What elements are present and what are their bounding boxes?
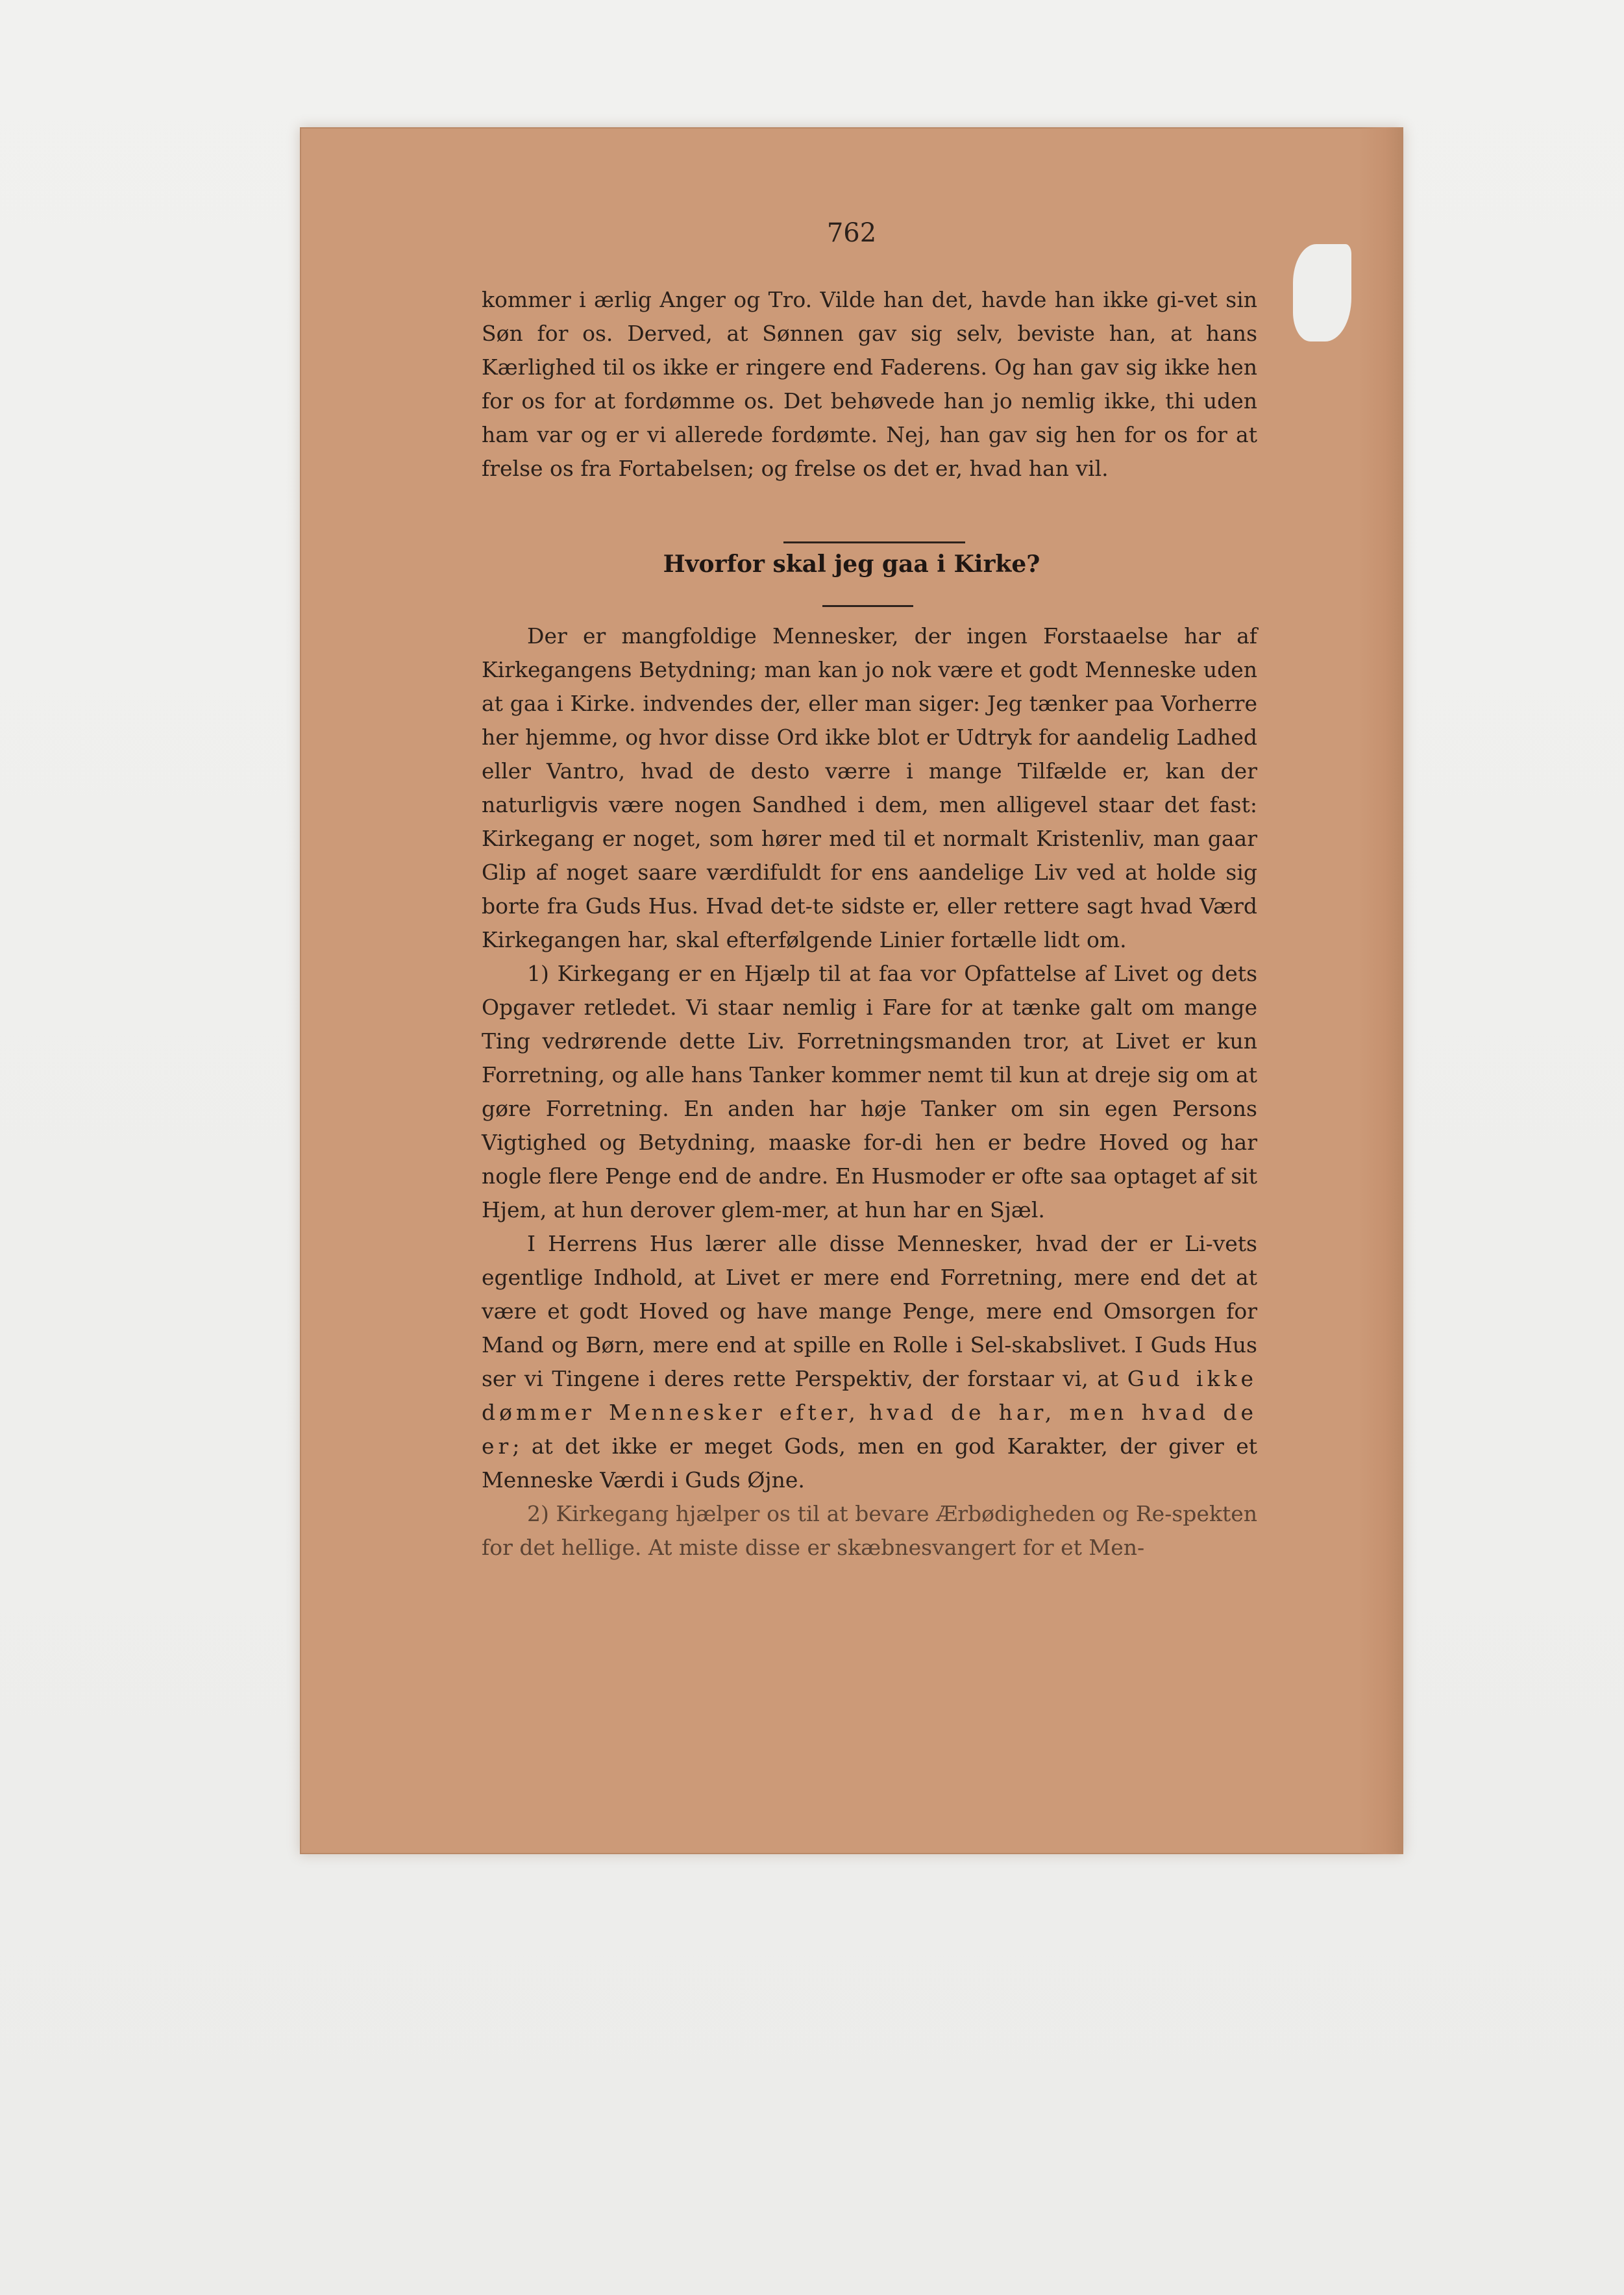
page-edge-shading xyxy=(1358,127,1403,1854)
section-heading: Hvorfor skal jeg gaa i Kirke? xyxy=(663,551,1040,578)
article-paragraph-4: 2) Kirkegang hjælper os til at bevare Ærbødigheden og Re-spekten for det hellige. At miste disse er skæbnesvangert for et Men- xyxy=(482,1501,1257,1560)
top-paragraph-block xyxy=(482,283,1257,486)
emphasis-spaced-2: hvad de har, men hvad de er xyxy=(482,1400,1257,1459)
paragraph-3-start: I Herrens Hus lærer alle disse Mennesker, hvad der er Li-vets egentlige Indhold, at Livet er mere end Forretning, mere end det at være et godt Hoved og have mange Penge, mere end Omsorgen for Mand og Børn, mere end at spille en Rolle i Sel-skabslivet. I Guds Hus ser vi Tingene i deres rette Perspektiv, der forstaar vi, at xyxy=(482,1231,1257,1391)
top-paragraph: kommer i ærlig Anger og Tro. Vilde han det, havde han ikke gi-vet sin Søn for os. Derved, at Sønnen gav sig selv, beviste han, at hans Kærlighed til os ikke er ringere end Faderens. Og han gav sig ikke hen for os for at fordømme os. Det behøvede han jo nemlig ikke, thi uden ham var og er vi allerede fordømte. Nej, han gav sig hen for os for at frelse os fra Fortabelsen; og frelse os det er, hvad han vil. xyxy=(482,287,1257,481)
section-divider-bottom xyxy=(822,605,913,607)
paragraph-3-end: ; at det ikke er meget Gods, men en god Karakter, der giver et Menneske Værdi i Guds Øjne. xyxy=(482,1433,1257,1493)
article-paragraph-2: 1) Kirkegang er en Hjælp til at faa vor Opfattelse af Livet og dets Opgaver retledet. Vi staar nemlig i Fare for at tænke galt om mange Ting vedrørende dette Liv. Forretningsmanden tror, at Livet er kun Forretning, og alle hans Tanker kommer nemt til kun at dreje sig om at gøre Forretning. En anden har høje Tanker om sin egen Persons Vigtighed og Betydning, maaske for-di hen er bedre Hoved og har nogle flere Penge end de andre. En Husmoder er ofte saa optaget af sit Hjem, at hun derover glem-mer, at hun har en Sjæl. xyxy=(482,961,1257,1222)
article-body xyxy=(482,619,1257,1565)
book-page xyxy=(300,127,1403,1854)
article-paragraph-3 xyxy=(482,1227,1257,1497)
emphasis-spaced-1: Gud ikke dømmer Mennesker efter, xyxy=(482,1366,1257,1425)
torn-corner xyxy=(1293,244,1351,341)
article-paragraph-1: Der er mangfoldige Mennesker, der ingen Forstaaelse har af Kirkegangens Betydning; man kan jo nok være et godt Menneske uden at gaa i Kirke. indvendes der, eller man siger: Jeg tænker paa Vorherre her hjemme, og hvor disse Ord ikke blot er Udtryk for aandelig Ladhed eller Vantro, hvad de desto værre i mange Tilfælde er, kan der naturligvis være nogen Sandhed i dem, men alligevel staar det fast: Kirkegang er noget, som hører med til et normalt Kristenliv, man gaar Glip af noget saare værdifuldt for ens aandelige Liv ved at holde sig borte fra Guds Hus. Hvad det-te sidste er, eller rettere sagt hvad Værd Kirkegangen har, skal efterfølgende Linier fortælle lidt om. xyxy=(482,623,1257,952)
section-divider-top xyxy=(783,541,965,543)
page-number: 762 xyxy=(826,218,877,248)
